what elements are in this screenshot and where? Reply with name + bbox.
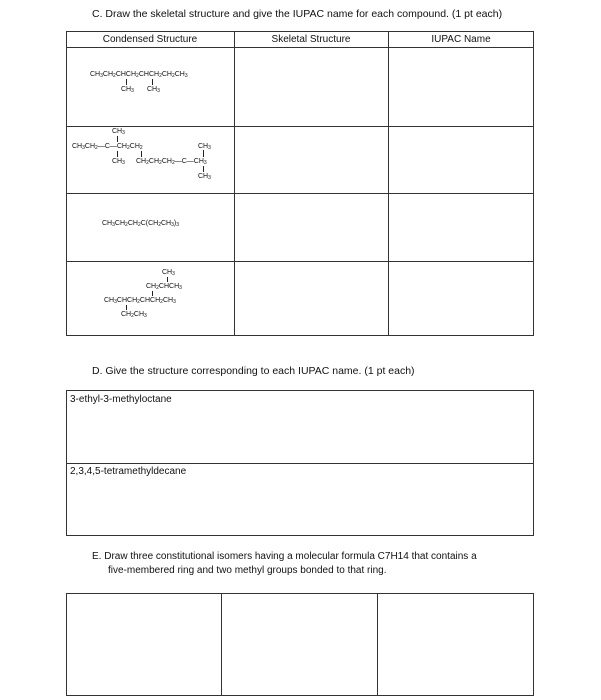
iupac-name-1: 3-ethyl-3-methyloctane: [70, 394, 172, 405]
section-e-heading-line-1: E. Draw three constitutional isomers having a molecular formula C7H14 that contains a: [92, 551, 477, 562]
header-condensed-structure: Condensed Structure: [102, 34, 198, 45]
section-d-heading: D. Give the structure corresponding to each IUPAC name. (1 pt each): [92, 365, 415, 377]
header-skeletal-structure: Skeletal Structure: [271, 34, 351, 45]
header-iupac-name: IUPAC Name: [431, 34, 491, 45]
iupac-name-2: 2,3,4,5-tetramethyldecane: [70, 466, 187, 477]
compound-3-structure: $CH_3CH_2CH_2C(CH_2CH_3)_3$: [102, 220, 180, 228]
section-e-heading-line-2: five-membered ring and two methyl groups bonded to that ring.: [108, 565, 387, 576]
name-table: [66, 390, 534, 536]
section-c-heading: C. Draw the skeletal structure and give the IUPAC name for each compound. (1 pt each): [92, 8, 503, 20]
compound-table: Condensed Structure Skeletal Structure IUPAC Name $CH_3CH_2CHCH_2CHCH_2CH_2CH_3$ $CH_3$ $CH_3$ $CH_3$ $CH_3CH_2—C—CH_2CH_2$ $CH_3$ $CH_2CH_2CH_2—C—CH_3$ $CH_3$ $CH_3$ $CH_3CH_2CH_2C(CH_2CH_3)_3$ $CH_3$ $CH_2CHCH_3$ $CH_3CHCH_2CHCH_2CH_3$ $CH_2CH_3$: [66, 31, 534, 336]
isomer-table: [66, 593, 534, 696]
